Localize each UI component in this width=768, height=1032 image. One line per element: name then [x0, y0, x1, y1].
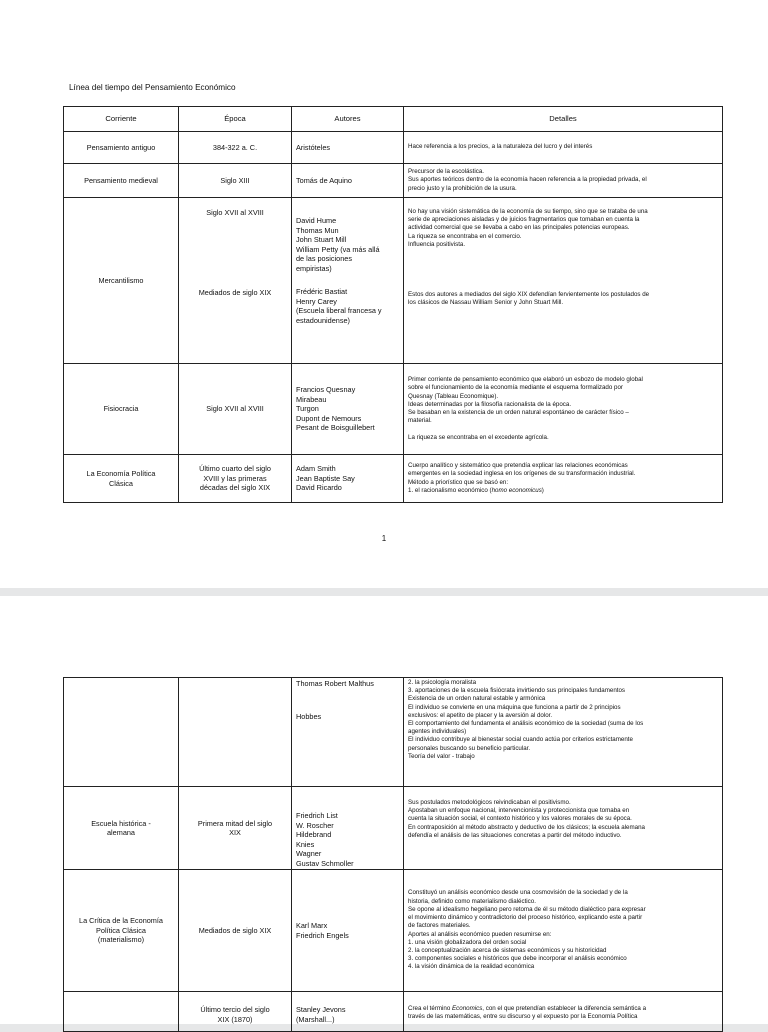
detail-line: Quesnay (Tableau Economique). [408, 392, 499, 400]
detail-line: actividad comercial que se llevaba a cabo en las principales potencias europeas. [408, 224, 630, 232]
detail-emphasis: homo economicus [491, 486, 542, 494]
author-name: Karl Marx [296, 921, 328, 930]
detail-text: ) [541, 486, 544, 494]
corriente-cell [64, 678, 179, 787]
epoca-line: décadas del siglo XIX [199, 483, 271, 493]
author-name: Thomas Robert Malthus [296, 679, 374, 688]
epoca-cell: Mediados de siglo XIX [179, 870, 292, 992]
author-name: Tomás de Aquino [296, 175, 352, 185]
autores-cell [292, 132, 404, 164]
author-name: W. Roscher [296, 820, 334, 830]
timeline-table [63, 106, 723, 503]
detalles-cell [404, 787, 723, 870]
detail-line: Cuerpo analítico y sistemático que pretendía explicar las relaciones económicas [408, 462, 628, 470]
author-name: Hobbes [296, 711, 322, 721]
detail-line: En contraposición al método abstracto y deductivo de los clásicos; la escuela alemana [408, 823, 645, 831]
epoca-line: Último tercio del siglo [200, 1005, 270, 1014]
author-name: Aristóteles [296, 142, 331, 152]
detail-line: La riqueza se encontraba en el excedente agrícola. [408, 433, 549, 441]
table-row [64, 132, 723, 164]
detail-line: 3. aportaciones de la escuela fisiócrata invirtiendo sus principales fundamentos [408, 687, 626, 695]
corriente-cell [64, 870, 179, 992]
epoca-line: Siglo XVII al XVIII [206, 208, 264, 217]
detail-line: el movimiento dinámico y contradictorio del proceso histórico, explicando este a partir [408, 914, 643, 922]
detail-line: 2. la psicología moralista [408, 679, 477, 686]
detail-text: Crea el término [408, 1005, 453, 1012]
epoca-line: XIX [229, 828, 241, 837]
detail-line: 4. la visión dinámica de la realidad económica [408, 963, 535, 971]
detail-line: material. [408, 417, 432, 425]
epoca-cell: 384-322 a. C. [179, 132, 292, 164]
author-name: Gustav Schmoller [296, 858, 354, 868]
header-corriente: Corriente [64, 107, 179, 132]
detail-line: los clásicos de Nassau William Senior y John Stuart Mill. [408, 299, 564, 307]
author-name: Adam Smith [296, 464, 336, 474]
detail-line: historia, definido como materialismo dialéctico. [408, 897, 536, 905]
detail-line: Estos dos autores a mediados del siglo XIX defendían fervientemente los postulados de [408, 291, 650, 299]
detail-line: Influencia positivista. [408, 240, 466, 248]
corriente-line: alemana [107, 828, 135, 837]
timeline-table-continued [63, 677, 723, 1032]
author-name: Pesant de Boisguillebert [296, 423, 375, 433]
table-row [64, 992, 723, 1032]
epoca-line: XIX (1870) [217, 1014, 253, 1024]
detail-line: Se opone al idealismo hegeliano pero retoma de él su método dialéctico para expresar [408, 905, 646, 913]
corriente-cell: Pensamiento medieval [64, 164, 179, 198]
detail-line: de factores materiales. [408, 922, 471, 930]
detail-line: precio justo y la prohibición de la usura. [408, 184, 517, 192]
detail-line: Sus aportes teóricos dentro de la economía hacen referencia a la propiedad privada, el [408, 176, 647, 184]
detail-line: Constituyó un análisis económico desde una cosmovisión de la sociedad y de la [408, 889, 628, 897]
corriente-cell: Mercantilismo [64, 198, 179, 364]
epoca-cell: Siglo XIII [179, 164, 292, 198]
epoca-line: Último cuarto del siglo [199, 464, 271, 474]
author-name: Turgon [296, 404, 319, 414]
detail-text: , con el que pretendían establecer la diferencia semántica a [482, 1005, 647, 1012]
page-number: 1 [381, 534, 387, 543]
detalles-cell [404, 164, 723, 198]
autores-cell [292, 870, 404, 992]
table-header-row [64, 107, 723, 132]
author-name: Dupont de Nemours [296, 413, 362, 423]
autores-cell [292, 678, 404, 787]
table-row [64, 455, 723, 503]
corriente-line: (materialismo) [97, 935, 145, 945]
header-detalles: Detalles [404, 107, 723, 132]
detalles-cell [404, 992, 723, 1032]
table-row [64, 787, 723, 870]
corriente-cell: Fisiocracia [64, 364, 179, 455]
header-epoca: Época [179, 107, 292, 132]
author-name: Hildebrand [296, 830, 332, 839]
author-name: Knies [296, 839, 315, 849]
autores-cell [292, 455, 404, 503]
author-name: Thomas Mun [296, 225, 339, 235]
corriente-line: La Economía Política [86, 469, 156, 478]
detalles-cell [404, 364, 723, 455]
epoca-line: XVIII y las primeras [203, 473, 267, 483]
detail-text: 1. el racionalismo económico ( [408, 486, 492, 494]
detail-line: 3. componentes sociales e históricos que debe incorporar el análisis económico [408, 955, 627, 963]
corriente-line: Clásica [109, 478, 133, 488]
autores-cell [292, 992, 404, 1032]
detail-line: Hace referencia a los precios, a la naturaleza del lucro y del interés [408, 143, 593, 151]
detail-line: sobre el funcionamiento de la economía mediante el esquema formalizado por [408, 384, 623, 392]
author-name: (Marshall...) [296, 1014, 335, 1024]
detail-line: través de las matemáticas, entre su discurso y el expuesto por la Economía Política [408, 1013, 638, 1021]
epoca-cell [179, 455, 292, 503]
epoca-cell [179, 992, 292, 1032]
detail-line: serie de apreciaciones aisladas y de juicios fragmentarios que tomaban en cuenta la [408, 216, 640, 224]
detail-line: cuenta la situación social, el contexto histórico y los valores morales de su época. [408, 815, 632, 823]
detail-line: Se basaban en la existencia de un orden natural espontáneo de carácter físico – [408, 409, 629, 417]
detail-line: Aportes al análisis económico pueden resumirse en: [408, 930, 552, 938]
detalles-cell [404, 678, 723, 787]
author-name: empiristas) [296, 263, 332, 273]
author-name: Wagner [296, 849, 322, 858]
detail-line: 1. una visión globalizadora del orden social [408, 938, 527, 946]
detail-line: personales buscando su beneficio particular. [408, 744, 531, 752]
detail-line [408, 487, 718, 495]
author-name: John Stuart Mill [296, 235, 347, 244]
table-row [64, 164, 723, 198]
document-title: Línea del tiempo del Pensamiento Económico [69, 83, 236, 92]
detail-line: Teoría del valor - trabajo [408, 752, 475, 760]
detail-line: No hay una visión sistemática de la economía de su tiempo, sino que se trataba de una [408, 208, 648, 215]
detail-line [408, 1005, 718, 1013]
header-autores: Autores [292, 107, 404, 132]
author-name: David Hume [296, 216, 337, 225]
author-name: Stanley Jevons [296, 1005, 346, 1014]
table-row [64, 198, 723, 364]
epoca-line: Mediados de siglo XIX [198, 287, 272, 297]
author-name: Mirabeau [296, 394, 327, 404]
author-name: William Petty (va más allá [296, 244, 380, 254]
detail-line: El comportamiento del fundamenta el análisis económico de la sociedad (suma de los [408, 720, 644, 728]
detail-line: agentes individuales) [408, 728, 467, 736]
epoca-line: Primera mitad del siglo [197, 818, 273, 828]
epoca-cell: Siglo XVII al XVIII [179, 364, 292, 455]
author-name: Jean Baptiste Say [296, 473, 355, 483]
author-name: Frédéric Bastiat [296, 287, 348, 296]
detail-line: exclusivos: el apetito de placer y la aversión al dolor. [408, 711, 553, 719]
detalles-cell [404, 198, 723, 364]
corriente-line: La Crítica de la Economía [79, 916, 163, 926]
detail-line: Sus postulados metodológicos reivindicaban el positivismo. [408, 799, 571, 806]
author-name: Francios Quesnay [296, 385, 356, 395]
corriente-cell [64, 787, 179, 870]
author-name: Henry Carey [296, 296, 337, 306]
autores-cell [292, 198, 404, 364]
detail-line: defendía el análisis de las situaciones concretas a partir del método inductivo. [408, 831, 622, 839]
page-2 [0, 596, 768, 1024]
autores-cell [292, 164, 404, 198]
detail-line: Existencia de un orden natural estable y armónica [408, 695, 546, 703]
epoca-cell [179, 678, 292, 787]
detail-line: emergentes en la sociedad inglesa en los orígenes de su transformación industrial. [408, 470, 636, 478]
detalles-cell [404, 455, 723, 503]
author-name: Friedrich List [296, 811, 338, 820]
author-name: de las posiciones [296, 254, 352, 263]
detalles-cell [404, 870, 723, 992]
detail-emphasis: Economics [452, 1005, 483, 1012]
author-name: estadounidense) [296, 315, 350, 325]
detail-line: Precursor de la escolástica. [408, 168, 485, 176]
detail-line: Apostaban un enfoque nacional, intervencionista y proteccionista que tomaba en [408, 807, 630, 815]
detail-line: 2. la conceptualización acerca de sistemas económicos y su historicidad [408, 946, 607, 954]
corriente-cell [64, 455, 179, 503]
detail-line: El individuo contribuye al bienestar social cuando actúa por criterios estrictamente [408, 736, 633, 744]
detail-line: Método a priorístico que se basó en: [408, 478, 509, 486]
corriente-cell: Pensamiento antiguo [64, 132, 179, 164]
table-row [64, 364, 723, 455]
detail-line: Ideas determinadas por la filosofía racionalista de la época. [408, 400, 572, 408]
detail-line: La riqueza se encontraba en el comercio. [408, 232, 522, 240]
author-name: (Escuela liberal francesa y [296, 306, 382, 315]
epoca-cell [179, 198, 292, 364]
author-name: Friedrich Engels [296, 930, 349, 940]
epoca-cell [179, 787, 292, 870]
corriente-line: Escuela histórica - [91, 818, 151, 828]
detail-line: Primer corriente de pensamiento económico que elaboró un esbozo de modelo global [408, 376, 643, 384]
table-row [64, 678, 723, 787]
autores-cell [292, 364, 404, 455]
corriente-line: Política Clásica [96, 925, 146, 935]
author-name: David Ricardo [296, 483, 342, 493]
detalles-cell [404, 132, 723, 164]
detail-line: El individuo se convierte en una máquina que funciona a partir de 2 principios [408, 703, 621, 711]
autores-cell [292, 787, 404, 870]
corriente-cell [64, 992, 179, 1032]
table-row [64, 870, 723, 992]
